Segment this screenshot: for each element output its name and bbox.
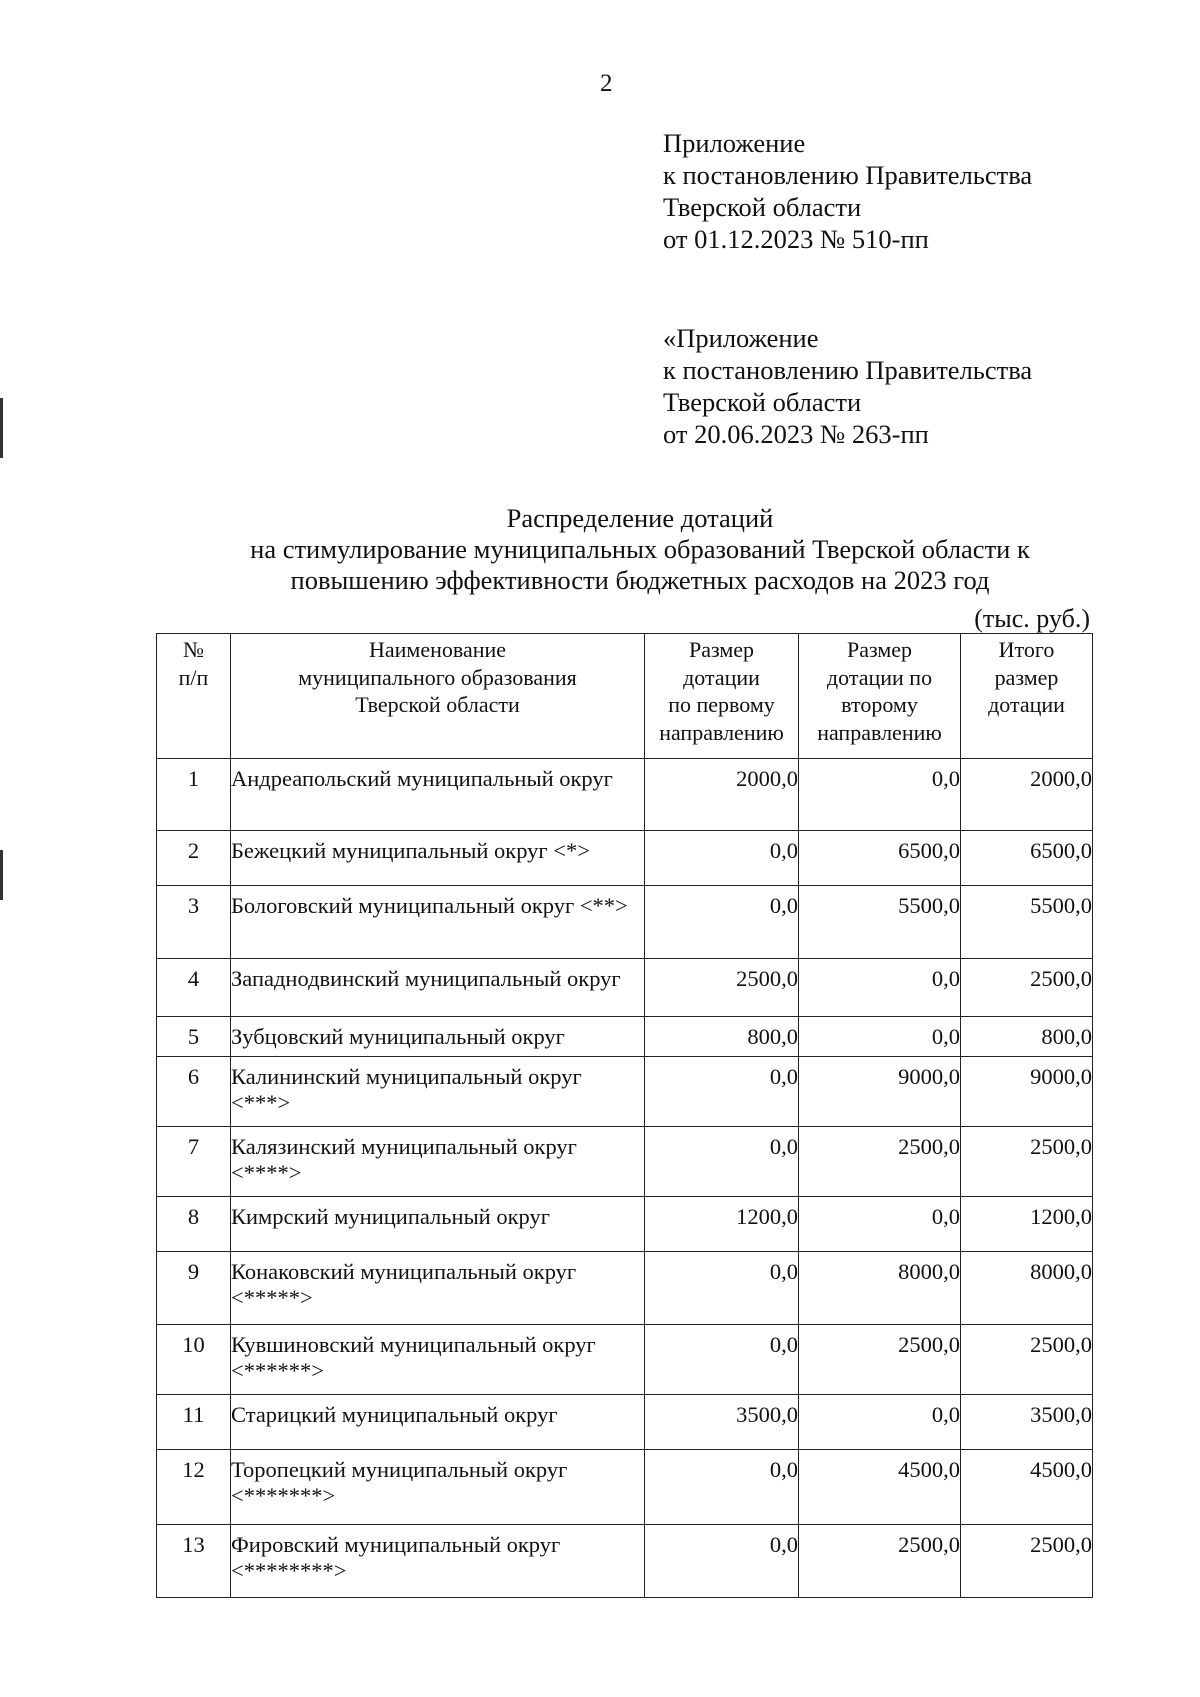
document-title bbox=[160, 503, 1120, 596]
total-value: 2500,0 bbox=[961, 1325, 1093, 1395]
scan-edge-mark bbox=[0, 850, 3, 900]
municipality-name: Калининский муниципальный округ <***> bbox=[231, 1057, 645, 1127]
municipality-name: Бологовский муниципальный округ <**> bbox=[231, 886, 645, 959]
first-direction-value: 0,0 bbox=[645, 1252, 799, 1325]
annex-line: Приложение bbox=[663, 128, 806, 158]
municipality-name: Торопецкий муниципальный округ <*******> bbox=[231, 1450, 645, 1525]
first-direction-value: 3500,0 bbox=[645, 1395, 799, 1450]
title-line: на стимулирование муниципальных образований Тверской области к bbox=[250, 534, 1030, 564]
second-direction-value: 0,0 bbox=[799, 959, 961, 1017]
table-row bbox=[157, 959, 1093, 1017]
first-direction-value: 0,0 bbox=[645, 831, 799, 886]
first-direction-value: 0,0 bbox=[645, 1525, 799, 1598]
table-row bbox=[157, 1450, 1093, 1525]
total-value: 9000,0 bbox=[961, 1057, 1093, 1127]
annex-current-header bbox=[663, 127, 1032, 255]
annex-line: Тверской области bbox=[663, 192, 862, 222]
first-direction-value: 2500,0 bbox=[645, 959, 799, 1017]
annex-line: к постановлению Правительства bbox=[663, 160, 1033, 190]
row-number: 7 bbox=[157, 1127, 231, 1197]
header-total: Итого размер дотации bbox=[961, 634, 1093, 759]
total-value: 6500,0 bbox=[961, 831, 1093, 886]
first-direction-value: 1200,0 bbox=[645, 1197, 799, 1252]
total-value: 4500,0 bbox=[961, 1450, 1093, 1525]
first-direction-value: 0,0 bbox=[645, 1127, 799, 1197]
first-direction-value: 0,0 bbox=[645, 1325, 799, 1395]
row-number: 12 bbox=[157, 1450, 231, 1525]
total-value: 3500,0 bbox=[961, 1395, 1093, 1450]
table-row bbox=[157, 1127, 1093, 1197]
second-direction-value: 6500,0 bbox=[799, 831, 961, 886]
table-row bbox=[157, 1197, 1093, 1252]
second-direction-value: 9000,0 bbox=[799, 1057, 961, 1127]
first-direction-value: 800,0 bbox=[645, 1017, 799, 1057]
row-number: 13 bbox=[157, 1525, 231, 1598]
row-number: 8 bbox=[157, 1197, 231, 1252]
municipality-name: Конаковский муниципальный округ <*****> bbox=[231, 1252, 645, 1325]
table-row bbox=[157, 759, 1093, 831]
municipality-name: Фировский муниципальный округ <********> bbox=[231, 1525, 645, 1598]
table-header-row bbox=[157, 634, 1093, 759]
municipality-name: Зубцовский муниципальный округ bbox=[231, 1017, 645, 1057]
total-value: 8000,0 bbox=[961, 1252, 1093, 1325]
header-second-direction: Размер дотации по второму направлению bbox=[799, 634, 961, 759]
second-direction-value: 0,0 bbox=[799, 1197, 961, 1252]
annex-original-header bbox=[663, 322, 1032, 450]
table-row bbox=[157, 1525, 1093, 1598]
table-row bbox=[157, 886, 1093, 959]
row-number: 11 bbox=[157, 1395, 231, 1450]
title-line: повышению эффективности бюджетных расходов на 2023 год bbox=[290, 565, 990, 595]
row-number: 4 bbox=[157, 959, 231, 1017]
second-direction-value: 2500,0 bbox=[799, 1525, 961, 1598]
row-number: 5 bbox=[157, 1017, 231, 1057]
second-direction-value: 0,0 bbox=[799, 1395, 961, 1450]
first-direction-value: 0,0 bbox=[645, 886, 799, 959]
annex-line: от 01.12.2023 № 510-пп bbox=[663, 224, 929, 254]
row-number: 3 bbox=[157, 886, 231, 959]
annex-line: Тверской области bbox=[663, 387, 862, 417]
municipality-name: Кувшиновский муниципальный округ <******> bbox=[231, 1325, 645, 1395]
second-direction-value: 5500,0 bbox=[799, 886, 961, 959]
total-value: 5500,0 bbox=[961, 886, 1093, 959]
municipality-name: Старицкий муниципальный округ bbox=[231, 1395, 645, 1450]
first-direction-value: 0,0 bbox=[645, 1057, 799, 1127]
table-row bbox=[157, 1325, 1093, 1395]
annex-line: «Приложение bbox=[663, 323, 819, 353]
municipality-name: Кимрский муниципальный округ bbox=[231, 1197, 645, 1252]
total-value: 2000,0 bbox=[961, 759, 1093, 831]
municipality-name: Андреапольский муниципальный округ bbox=[231, 759, 645, 831]
header-name: Наименование муниципального образования Тверской области bbox=[231, 634, 645, 759]
second-direction-value: 8000,0 bbox=[799, 1252, 961, 1325]
units-label: (тыс. руб.) bbox=[974, 604, 1090, 633]
total-value: 2500,0 bbox=[961, 1127, 1093, 1197]
annex-line: от 20.06.2023 № 263-пп bbox=[663, 419, 929, 449]
municipality-name: Калязинский муниципальный округ <****> bbox=[231, 1127, 645, 1197]
total-value: 800,0 bbox=[961, 1017, 1093, 1057]
second-direction-value: 0,0 bbox=[799, 759, 961, 831]
second-direction-value: 2500,0 bbox=[799, 1325, 961, 1395]
row-number: 10 bbox=[157, 1325, 231, 1395]
first-direction-value: 2000,0 bbox=[645, 759, 799, 831]
total-value: 2500,0 bbox=[961, 1525, 1093, 1598]
row-number: 6 bbox=[157, 1057, 231, 1127]
table-row bbox=[157, 1252, 1093, 1325]
row-number: 2 bbox=[157, 831, 231, 886]
table-row bbox=[157, 1057, 1093, 1127]
row-number: 9 bbox=[157, 1252, 231, 1325]
municipality-name: Бежецкий муниципальный округ <*> bbox=[231, 831, 645, 886]
table-row bbox=[157, 1395, 1093, 1450]
table-row bbox=[157, 831, 1093, 886]
total-value: 1200,0 bbox=[961, 1197, 1093, 1252]
total-value: 2500,0 bbox=[961, 959, 1093, 1017]
subsidy-table bbox=[156, 633, 1093, 1598]
header-first-direction: Размер дотации по первому направлению bbox=[645, 634, 799, 759]
municipality-name: Западнодвинский муниципальный округ bbox=[231, 959, 645, 1017]
first-direction-value: 0,0 bbox=[645, 1450, 799, 1525]
scan-edge-mark bbox=[0, 398, 3, 458]
row-number: 1 bbox=[157, 759, 231, 831]
second-direction-value: 2500,0 bbox=[799, 1127, 961, 1197]
second-direction-value: 4500,0 bbox=[799, 1450, 961, 1525]
table-row bbox=[157, 1017, 1093, 1057]
annex-line: к постановлению Правительства bbox=[663, 355, 1033, 385]
header-number: № п/п bbox=[157, 634, 231, 759]
title-line: Распределение дотаций bbox=[506, 503, 774, 533]
page-number: 2 bbox=[600, 70, 613, 97]
second-direction-value: 0,0 bbox=[799, 1017, 961, 1057]
